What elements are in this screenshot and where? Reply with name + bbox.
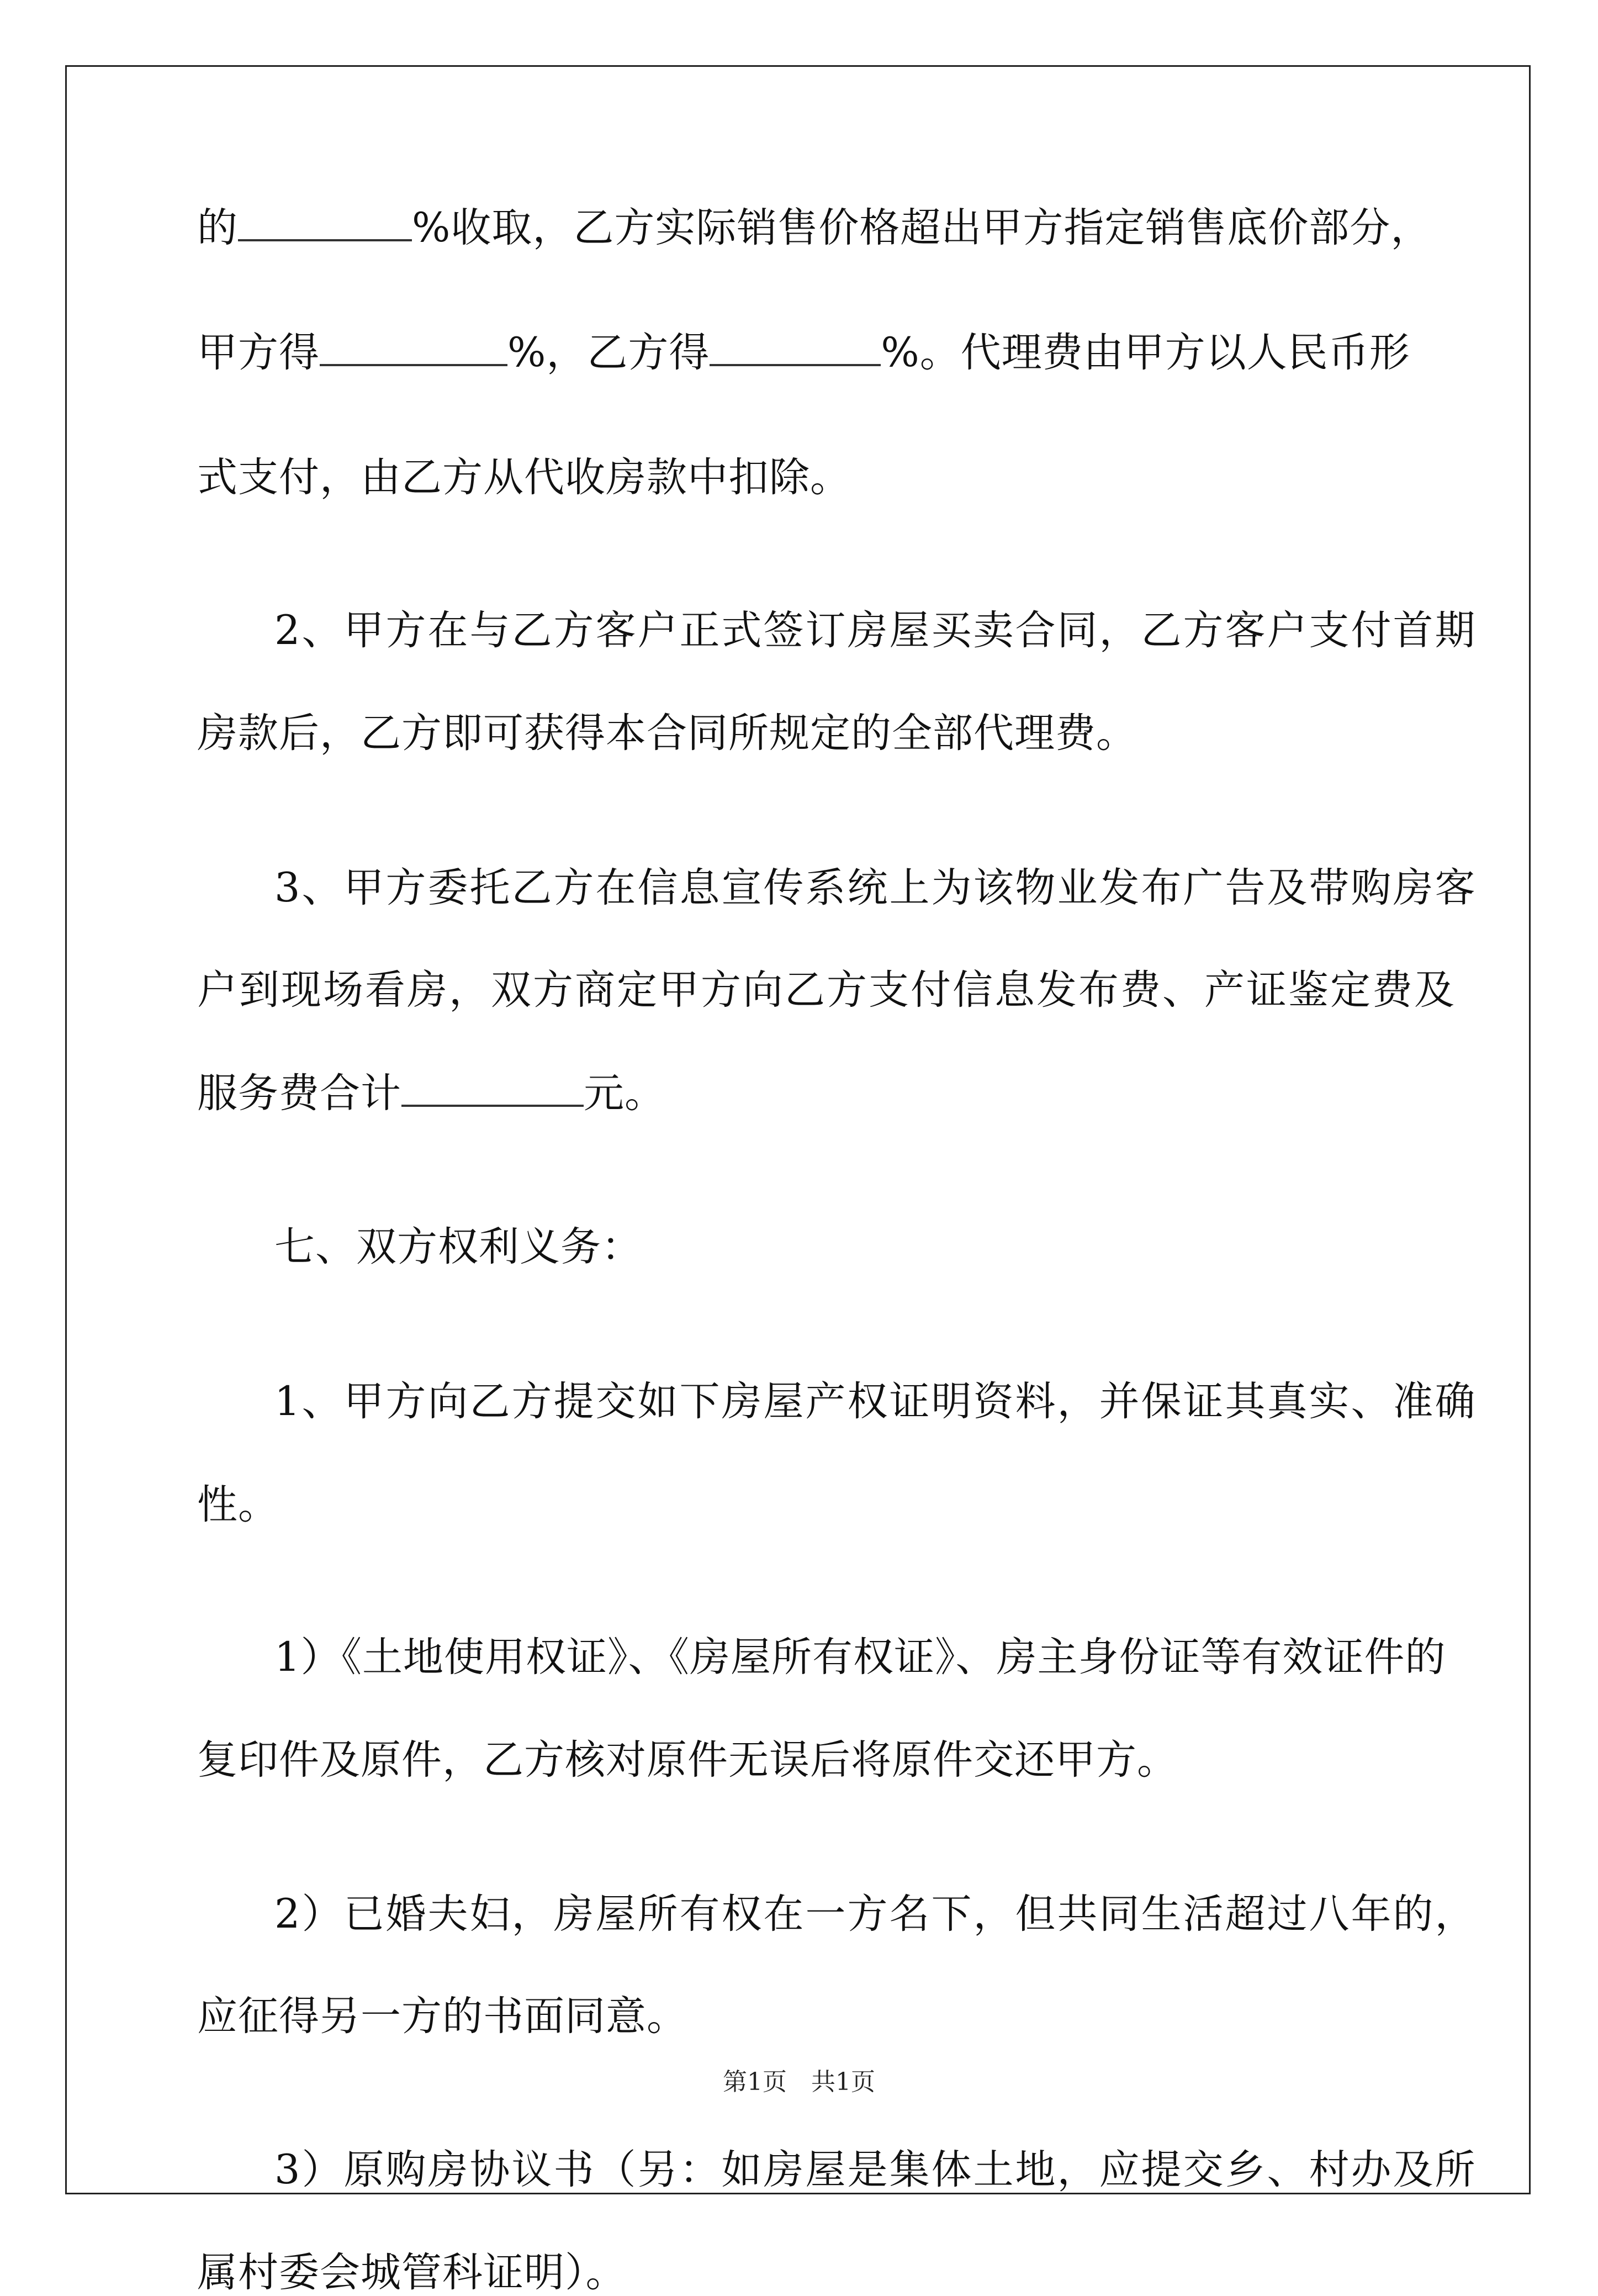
text-line-5: 房款后，乙方即可获得本合同所规定的全部代理费。 <box>197 710 1137 757</box>
text-line-15: 应征得另一方的书面同意。 <box>197 1993 687 2040</box>
page-number: 第1页 共1页 <box>723 2068 875 2096</box>
text-line-11: 性。 <box>197 1481 279 1528</box>
text-line-12: 1）《土地使用权证》、《房屋所有权证》、房主身份证等有效证件的 <box>274 1634 1446 1681</box>
page-border <box>65 65 1531 2194</box>
fill-in-blank <box>710 334 881 366</box>
text-line-8: 服务费合计 元。 <box>197 1070 665 1117</box>
text-line-10: 1、甲方向乙方提交如下房屋产权证明资料，并保证其真实、准确 <box>274 1378 1477 1425</box>
fill-in-blank <box>238 209 412 241</box>
text-line-3: 式支付，由乙方从代收房款中扣除。 <box>197 454 851 501</box>
text-line-4: 2、甲方在与乙方客户正式签订房屋买卖合同，乙方客户支付首期 <box>274 607 1477 654</box>
text-line-1: 的 %收取，乙方实际销售价格超出甲方指定销售底价部分， <box>197 204 1432 251</box>
text-line-14: 2）已婚夫妇，房屋所有权在一方名下，但共同生活超过八年的， <box>274 1891 1477 1938</box>
fill-in-blank <box>401 1074 584 1107</box>
text-line-6: 3、甲方委托乙方在信息宣传系统上为该物业发布广告及带购房客 <box>274 864 1477 911</box>
text-line-2: 甲方得 %，乙方得 %。代理费由甲方以人民币形 <box>197 329 1410 376</box>
text-line-16: 3）原购房协议书（另：如房屋是集体土地，应提交乡、村办及所 <box>274 2146 1477 2193</box>
text-line-17: 属村委会城管科证明）。 <box>197 2249 627 2296</box>
text-line-13: 复印件及原件，乙方核对原件无误后将原件交还甲方。 <box>197 1736 1178 1783</box>
section-heading: 七、双方权利义务： <box>274 1223 642 1270</box>
text-line-7: 户到现场看房，双方商定甲方向乙方支付信息发布费、产证鉴定费及 <box>197 967 1456 1014</box>
fill-in-blank <box>320 334 507 366</box>
